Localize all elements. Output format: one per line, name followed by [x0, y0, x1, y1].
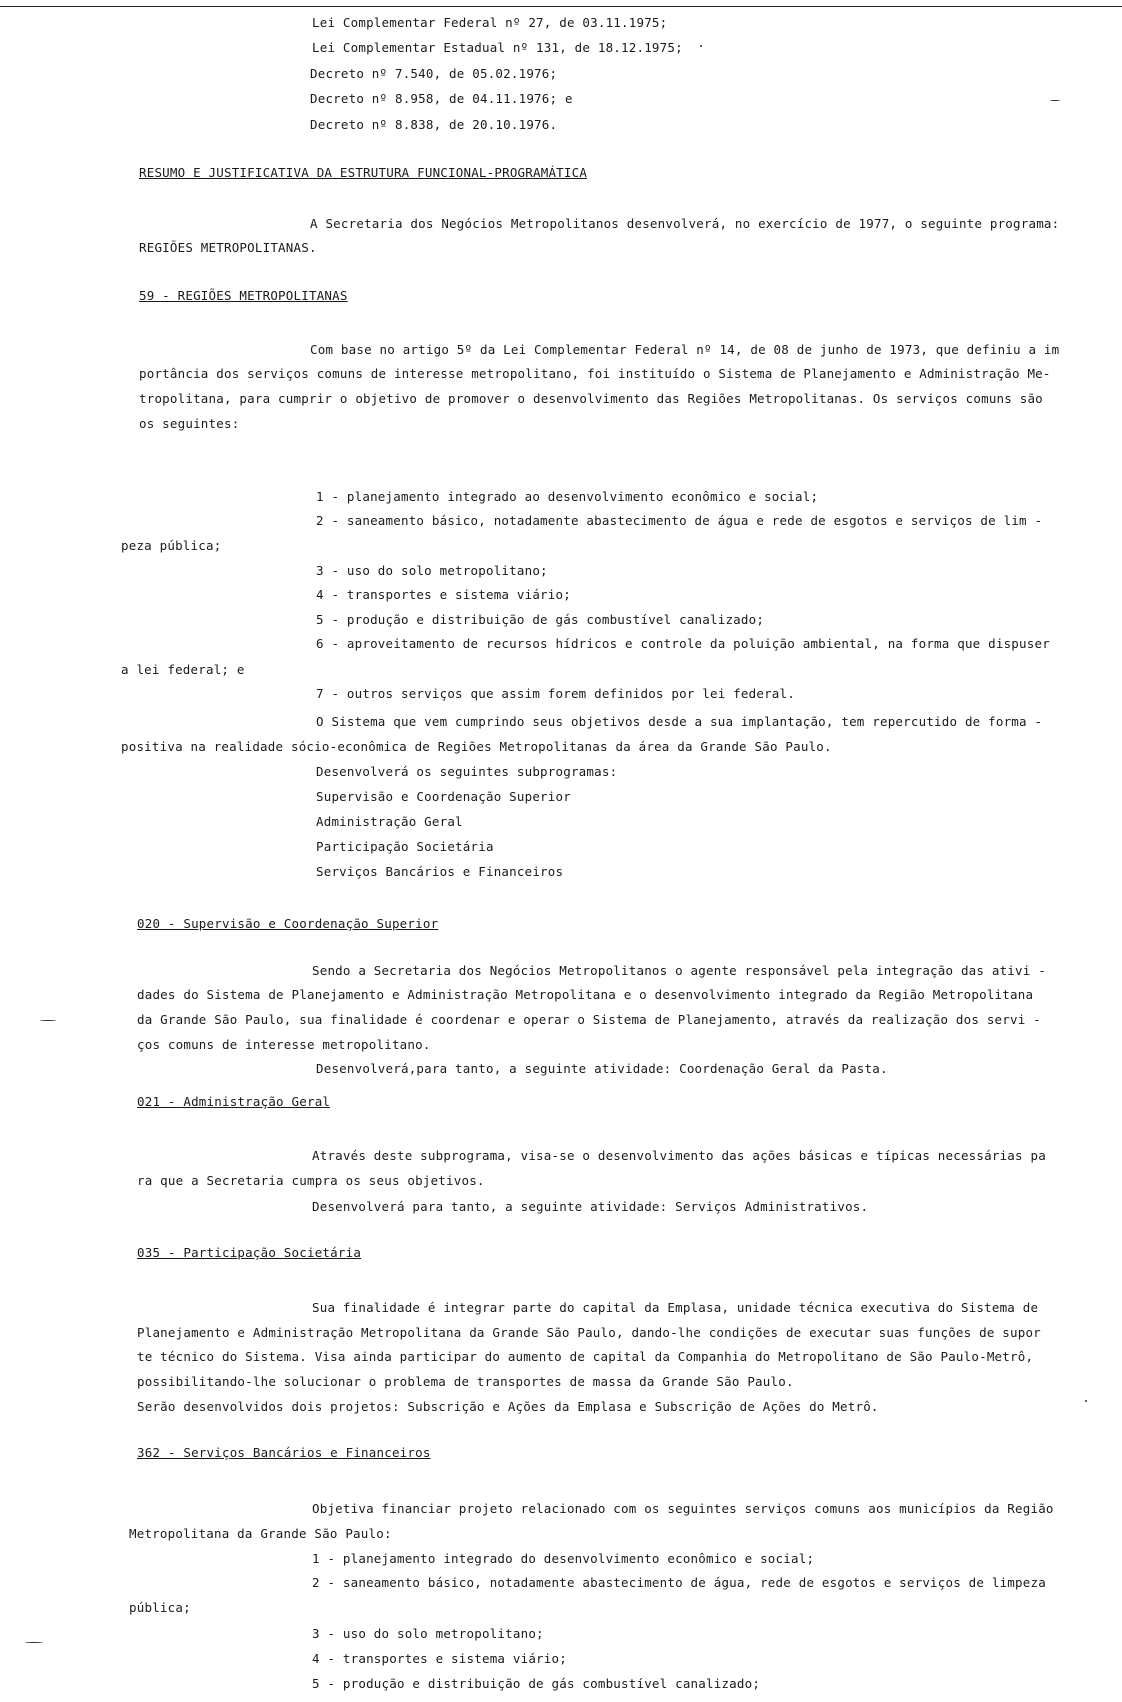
list-item: 2 - saneamento básico, notadamente abastecimento de água, rede de esgotos e serviços de limpeza	[312, 1575, 1046, 1590]
section-heading-59: 59 - REGIÕES METROPOLITANAS	[139, 288, 348, 303]
paragraph-line: Através deste subprograma, visa-se o desenvolvimento das ações básicas e típicas necessárias pa	[312, 1148, 1046, 1163]
list-item-continuation: a lei federal; e	[121, 662, 245, 677]
paragraph-line: Com base no artigo 5º da Lei Complementar Federal nº 14, de 08 de junho de 1973, que definiu a im	[310, 342, 1060, 357]
legal-ref: Decreto nº 7.540, de 05.02.1976;	[310, 66, 558, 81]
list-item-continuation: peza pública;	[121, 538, 222, 553]
top-rule	[0, 6, 1122, 7]
scan-speck	[1085, 1400, 1087, 1402]
paragraph-line: dades do Sistema de Planejamento e Administração Metropolitana e o desenvolvimento integrado da Região Metropolitana	[137, 987, 1034, 1002]
paragraph-line: REGIÕES METROPOLITANAS.	[139, 240, 317, 255]
scan-speck	[700, 45, 702, 47]
section-heading-020: 020 - Supervisão e Coordenação Superior	[137, 916, 439, 931]
list-item: 7 - outros serviços que assim forem definidos por lei federal.	[316, 686, 795, 701]
list-item: 4 - transportes e sistema viário;	[316, 587, 571, 602]
paragraph-line: te técnico do Sistema. Visa ainda participar do aumento de capital da Companhia do Metropolitano de São Paulo-Metrô,	[137, 1349, 1034, 1364]
paragraph-line: Objetiva financiar projeto relacionado com os seguintes serviços comuns aos municípios da Região	[312, 1501, 1054, 1516]
paragraph-line: Serão desenvolvidos dois projetos: Subscrição e Ações da Emplasa e Subscrição de Ações do Metrô.	[137, 1399, 879, 1414]
subprogram-item: Serviços Bancários e Financeiros	[316, 864, 564, 879]
list-item: 1 - planejamento integrado ao desenvolvimento econômico e social;	[316, 489, 819, 504]
section-heading-362: 362 - Serviços Bancários e Financeiros	[137, 1445, 431, 1460]
list-item: 1 - planejamento integrado do desenvolvimento econômico e social;	[312, 1551, 815, 1566]
paragraph-line: os seguintes:	[139, 416, 240, 431]
section-heading-035: 035 - Participação Societária	[137, 1245, 362, 1260]
scan-speck	[40, 1020, 56, 1021]
paragraph-line: possibilitando-lhe solucionar o problema de transportes de massa da Grande São Paulo.	[137, 1374, 794, 1389]
list-item: 5 - produção e distribuição de gás combustível canalizado;	[312, 1676, 761, 1691]
list-item: 3 - uso do solo metropolitano;	[312, 1626, 544, 1641]
paragraph-line: Sua finalidade é integrar parte do capital da Emplasa, unidade técnica executiva do Sistema de	[312, 1300, 1039, 1315]
section-heading-021: 021 - Administração Geral	[137, 1094, 331, 1109]
paragraph-line: Metropolitana da Grande São Paulo:	[129, 1526, 392, 1541]
list-item: 4 - transportes e sistema viário;	[312, 1651, 567, 1666]
paragraph-line: ra que a Secretaria cumpra os seus objetivos.	[137, 1173, 485, 1188]
scan-speck	[25, 1642, 43, 1643]
paragraph-line: da Grande São Paulo, sua finalidade é coordenar e operar o Sistema de Planejamento, através da realização dos servi -	[137, 1012, 1041, 1027]
legal-ref: Lei Complementar Estadual nº 131, de 18.12.1975;	[312, 40, 683, 55]
paragraph-line: Desenvolverá,para tanto, a seguinte atividade: Coordenação Geral da Pasta.	[316, 1061, 888, 1076]
paragraph-line: A Secretaria dos Negócios Metropolitanos desenvolverá, no exercício de 1977, o seguinte programa:	[310, 216, 1060, 231]
list-item: 5 - produção e distribuição de gás combustível canalizado;	[316, 612, 765, 627]
subprogram-item: Supervisão e Coordenação Superior	[316, 789, 571, 804]
subprogram-intro: Desenvolverá os seguintes subprogramas:	[316, 764, 618, 779]
legal-ref: Lei Complementar Federal nº 27, de 03.11.1975;	[312, 15, 668, 30]
paragraph-line: ços comuns de interesse metropolitano.	[137, 1037, 431, 1052]
list-item-continuation: pública;	[129, 1600, 191, 1615]
scan-speck	[1050, 100, 1060, 101]
list-item: 3 - uso do solo metropolitano;	[316, 563, 548, 578]
legal-ref: Decreto nº 8.958, de 04.11.1976; e	[310, 91, 573, 106]
paragraph-line: O Sistema que vem cumprindo seus objetivos desde a sua implantação, tem repercutido de forma -	[316, 714, 1043, 729]
paragraph-line: positiva na realidade sócio-econômica de Regiões Metropolitanas da área da Grande São Paulo.	[121, 739, 832, 754]
legal-ref: Decreto nº 8.838, de 20.10.1976.	[310, 117, 558, 132]
paragraph-line: Sendo a Secretaria dos Negócios Metropolitanos o agente responsável pela integração das ativi -	[312, 963, 1046, 978]
list-item: 2 - saneamento básico, notadamente abastecimento de água e rede de esgotos e serviços de lim -	[316, 513, 1043, 528]
paragraph-line: portância dos serviços comuns de interesse metropolitano, foi instituído o Sistema de Planejamento e Administração Me-	[139, 366, 1051, 381]
list-item: 6 - aproveitamento de recursos hídricos e controle da poluição ambiental, na forma que dispuser	[316, 636, 1050, 651]
section-heading-resumo: RESUMO E JUSTIFICATIVA DA ESTRUTURA FUNCIONAL-PROGRAMÁTICA	[139, 165, 588, 180]
paragraph-line: Desenvolverá para tanto, a seguinte atividade: Serviços Administrativos.	[312, 1199, 869, 1214]
subprogram-item: Administração Geral	[316, 814, 463, 829]
paragraph-line: tropolitana, para cumprir o objetivo de promover o desenvolvimento das Regiões Metropolitanas. Os serviços comuns são	[139, 391, 1043, 406]
paragraph-line: Planejamento e Administração Metropolitana da Grande São Paulo, dando-lhe condições de executar suas funções de supor	[137, 1325, 1041, 1340]
subprogram-item: Participação Societária	[316, 839, 494, 854]
